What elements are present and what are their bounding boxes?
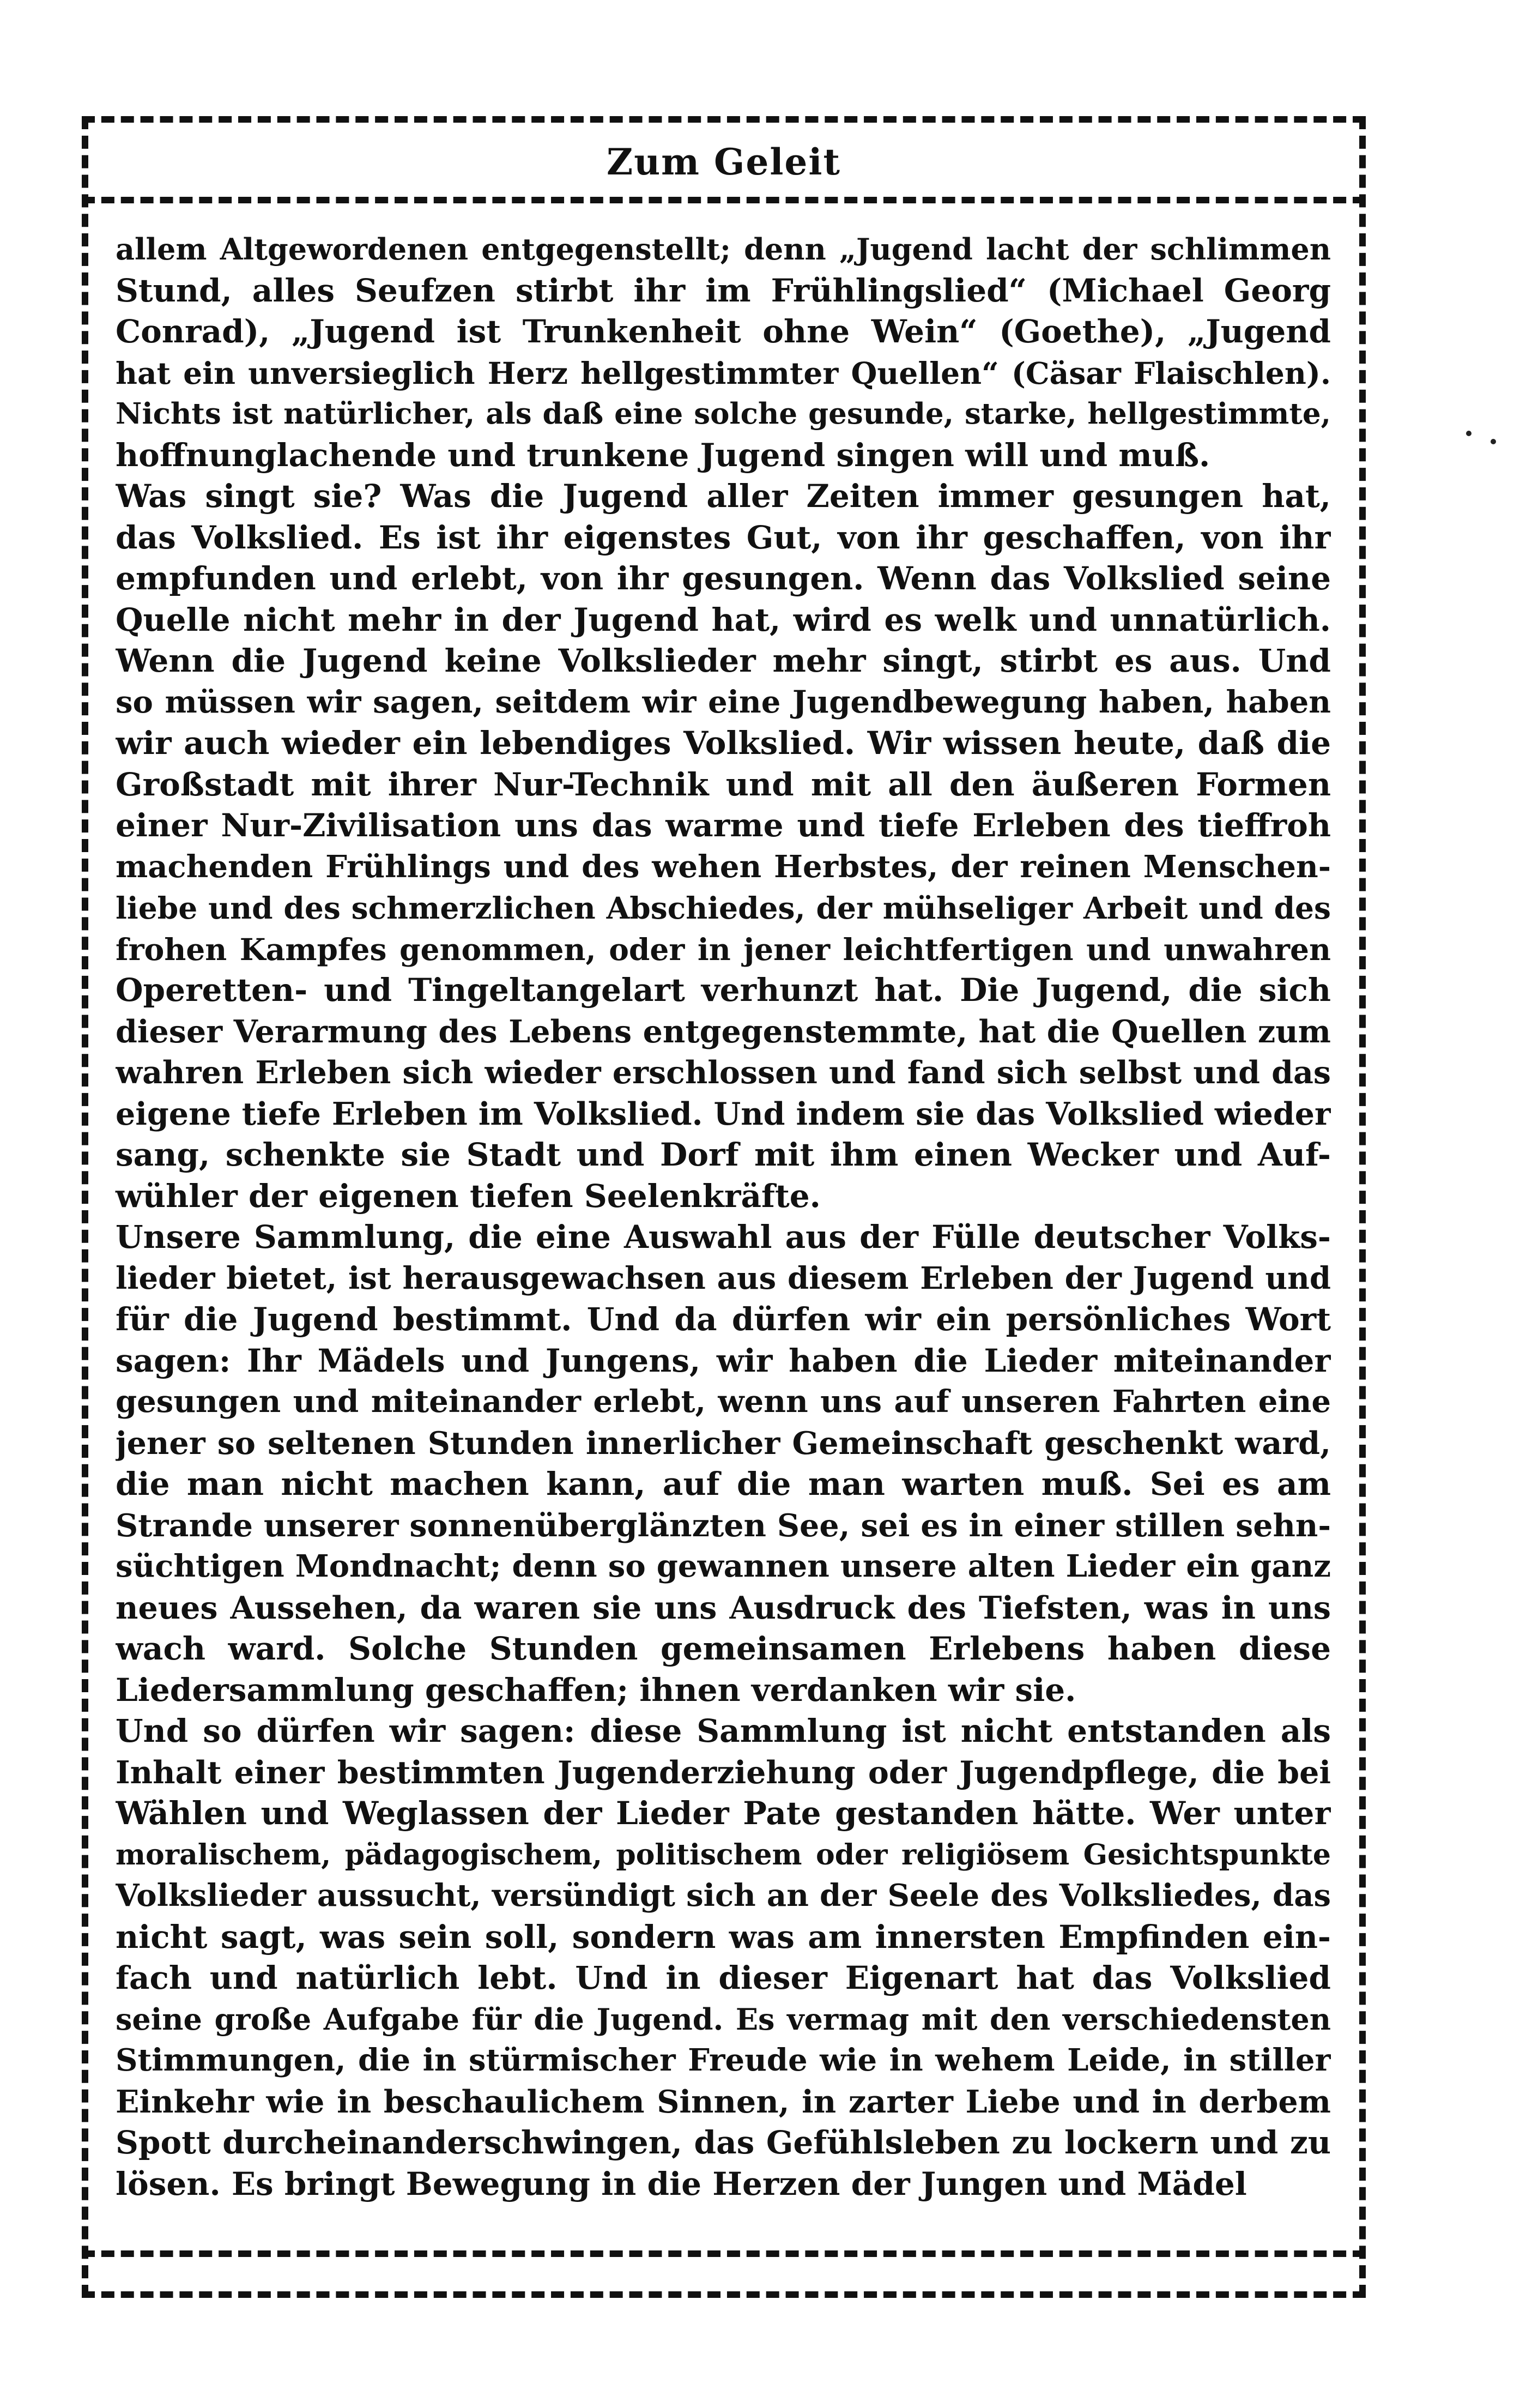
text-line: eigene tiefe Erleben im Volkslied. Und indem sie das Volkslied wieder bbox=[116, 1095, 1331, 1132]
bottom-rule bbox=[82, 2250, 1366, 2257]
text-line: nicht sagt, was sein soll, sondern was am innersten Empfinden ein- bbox=[116, 1918, 1331, 1956]
text-line: Großstadt mit ihrer Nur-Technik und mit all den äußeren Formen bbox=[116, 765, 1331, 803]
text-line: allem Altgewordenen entgegenstellt; denn „Jugend lacht der schlimmen bbox=[116, 232, 1331, 267]
text-line: wahren Erleben sich wieder erschlossen und fand sich selbst und das bbox=[116, 1054, 1331, 1091]
text-line: Was singt sie? Was die Jugend aller Zeiten immer gesungen hat, bbox=[116, 478, 1331, 515]
text-line: seine große Aufgabe für die Jugend. Es vermag mit den verschiedensten bbox=[116, 2001, 1331, 2037]
page-title: Zum Geleit bbox=[607, 141, 841, 183]
text-line: liebe und des schmerzlichen Abschiedes, der mühseliger Arbeit und des bbox=[116, 890, 1331, 926]
text-line: für die Jugend bestimmt. Und da dürfen wir ein persönliches Wort bbox=[116, 1301, 1331, 1338]
text-line: hat ein unversieglich Herz hellgestimmter Quellen“ (Cäsar Flaischlen). bbox=[116, 355, 1331, 391]
text-line: einer Nur-Zivilisation uns das warme und tiefe Erleben des tieffroh bbox=[116, 807, 1331, 844]
text-line: frohen Kampfes genommen, oder in jener leichtfertigen und unwahren bbox=[116, 931, 1331, 967]
text-line: Wenn die Jugend keine Volkslieder mehr singt, stirbt es aus. Und bbox=[116, 642, 1331, 679]
text-line: lösen. Es bringt Bewegung in die Herzen der Jungen und Mädel bbox=[116, 2165, 1247, 2202]
text-line: Volkslieder aussucht, versündigt sich an der Seele des Volksliedes, das bbox=[116, 1878, 1331, 1914]
text-line: die man nicht machen kann, auf die man warten muß. Sei es am bbox=[116, 1465, 1331, 1502]
text-line: Strande unserer sonnenüberglänzten See, sei es in einer stillen sehn- bbox=[116, 1507, 1331, 1544]
text-line: sagen: Ihr Mädels und Jungens, wir haben die Lieder miteinander bbox=[116, 1342, 1331, 1379]
header-box bbox=[82, 116, 1366, 203]
text-line: Und so dürfen wir sagen: diese Sammlung ist nicht entstanden als bbox=[116, 1712, 1331, 1749]
text-line: sang, schenkte sie Stadt und Dorf mit ihm einen Wecker und Auf- bbox=[116, 1136, 1331, 1173]
scan-speck bbox=[1466, 431, 1472, 436]
text-line: neues Aussehen, da waren sie uns Ausdruck des Tiefsten, was in uns bbox=[116, 1589, 1331, 1626]
text-line: jener so seltenen Stunden innerlicher Gemeinschaft geschenkt ward, bbox=[116, 1425, 1331, 1462]
text-line: Nichts ist natürlicher, als daß eine solche gesunde, starke, hellgestimmte, bbox=[116, 397, 1331, 431]
text-line: lieder bietet, ist herausgewachsen aus diesem Erleben der Jugend und bbox=[116, 1260, 1331, 1296]
text-line: dieser Verarmung des Lebens entgegenstemmte, hat die Quellen zum bbox=[116, 1013, 1331, 1050]
text-line: Unsere Sammlung, die eine Auswahl aus der Fülle deutscher Volks- bbox=[116, 1218, 1331, 1256]
text-line: moralischem, pädagogischem, politischem oder religiösem Gesichtspunkte bbox=[116, 1838, 1331, 1872]
text-line: Stimmungen, die in stürmischer Freude wie in wehem Leide, in stiller bbox=[116, 2042, 1331, 2078]
text-line: Einkehr wie in beschaulichem Sinnen, in zarter Liebe und in derbem bbox=[116, 2083, 1331, 2120]
text-line: wühler der eigenen tiefen Seelenkräfte. bbox=[116, 1177, 821, 1215]
text-line: fach und natürlich lebt. Und in dieser Eigenart hat das Volkslied bbox=[116, 1959, 1331, 1996]
body-text bbox=[116, 229, 1331, 2205]
scan-speck bbox=[1491, 439, 1496, 444]
text-line: wach ward. Solche Stunden gemeinsamen Erlebens haben diese bbox=[116, 1630, 1331, 1667]
text-line: Operetten- und Tingeltangelart verhunzt hat. Die Jugend, die sich bbox=[116, 971, 1331, 1009]
text-line: das Volkslied. Es ist ihr eigenstes Gut, von ihr geschaffen, von ihr bbox=[116, 518, 1331, 556]
text-line: süchtigen Mondnacht; denn so gewannen unsere alten Lieder ein ganz bbox=[116, 1548, 1331, 1584]
text-line: gesungen und miteinander erlebt, wenn uns auf unseren Fahrten eine bbox=[116, 1384, 1331, 1420]
text-line: wir auch wieder ein lebendiges Volkslied. Wir wissen heute, daß die bbox=[116, 725, 1331, 762]
text-line: Conrad), „Jugend ist Trunkenheit ohne Wein“ (Goethe), „Jugend bbox=[116, 313, 1331, 350]
text-line: Wählen und Weglassen der Lieder Pate gestanden hätte. Wer unter bbox=[116, 1795, 1331, 1832]
text-line: machenden Frühlings und des wehen Herbstes, der reinen Menschen- bbox=[116, 848, 1331, 885]
text-line: Stund, alles Seufzen stirbt ihr im Frühlingslied“ (Michael Georg bbox=[116, 271, 1331, 309]
text-line: Quelle nicht mehr in der Jugend hat, wird es welk und unnatürlich. bbox=[116, 601, 1331, 638]
text-line: Spott durcheinanderschwingen, das Gefühlsleben zu lockern und zu bbox=[116, 2124, 1331, 2161]
text-line: so müssen wir sagen, seitdem wir eine Jugendbewegung haben, haben bbox=[116, 684, 1331, 720]
text-line: empfunden und erlebt, von ihr gesungen. Wenn das Volkslied seine bbox=[116, 560, 1331, 597]
text-line: Inhalt einer bestimmten Jugenderziehung oder Jugendpflege, die bei bbox=[116, 1754, 1331, 1791]
text-line: Liedersammlung geschaffen; ihnen verdanken wir sie. bbox=[116, 1671, 1076, 1709]
text-line: hoffnunglachende und trunkene Jugend singen will und muß. bbox=[116, 436, 1210, 474]
